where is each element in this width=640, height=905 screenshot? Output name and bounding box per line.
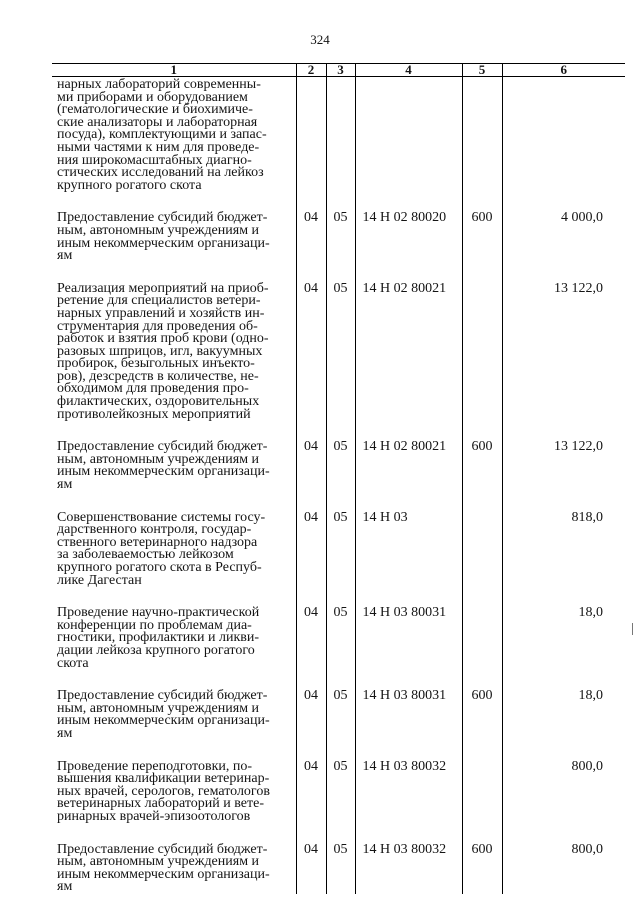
expense-type-cell: 600 — [462, 690, 502, 760]
description-line: филактических, оздоровительных — [57, 394, 260, 410]
table-row — [52, 844, 625, 894]
description-line: дации лейкоза крупного рогатого — [57, 642, 255, 658]
description-line: обходимом для проведения про- — [57, 381, 249, 397]
amount-cell: 18,0 — [502, 607, 625, 690]
section-cell — [296, 77, 326, 213]
table-row — [52, 607, 625, 690]
description-cell — [52, 758, 296, 844]
description-line: крупного рогатого скота — [57, 177, 202, 193]
amount-cell: 13 122,0 — [502, 441, 625, 511]
table-row — [52, 77, 625, 213]
description-line: крупного рогатого скота в Респуб- — [57, 560, 262, 575]
expense-type-cell: 600 — [462, 844, 502, 894]
description-line: за заболеваемостью лейкозом — [57, 547, 234, 563]
header-col-4: 4 — [355, 64, 462, 77]
amount-cell: 800,0 — [502, 761, 625, 844]
description-line: ям — [57, 879, 73, 895]
section-cell: 04 — [296, 761, 326, 844]
amount-cell: 18,0 — [502, 690, 625, 760]
table-row — [52, 512, 625, 608]
section-cell: 04 — [296, 512, 326, 608]
description-line: Предоставление субсидий бюджет- — [57, 688, 268, 704]
target-article-cell — [355, 77, 462, 213]
description-cell — [52, 690, 296, 760]
table-row — [52, 283, 625, 442]
target-article-cell: 14 Н 03 80032 — [355, 761, 462, 844]
description-line: ские анализаторы и лабораторная — [57, 114, 258, 130]
table-header — [52, 64, 625, 77]
header-col-3: 3 — [326, 64, 355, 77]
description-cell — [52, 212, 296, 282]
description-line: работок и взятия проб крови (одно- — [57, 331, 269, 347]
description-line: ным, автономным учреждениям и — [57, 700, 260, 716]
description-line: иным некоммерческим организаци- — [57, 464, 270, 480]
page-number: 324 — [310, 32, 330, 47]
description-cell — [52, 441, 296, 511]
target-article-cell: 14 Н 03 80032 — [355, 844, 462, 894]
expense-type-cell — [462, 761, 502, 844]
header-row — [52, 64, 625, 77]
description-line: стических исследований на лейкоз — [57, 165, 264, 181]
description-line: ственного ветеринарного надзора — [57, 534, 258, 550]
target-article-cell: 14 Н 02 80021 — [355, 283, 462, 442]
description-line: ным, автономным учреждениям и — [57, 854, 260, 870]
section-cell: 04 — [296, 844, 326, 894]
description-line: вышения квалификации ветеринар- — [57, 771, 270, 787]
scan-mark — [632, 623, 633, 635]
description-line: ния широкомасштабных диагно- — [57, 152, 252, 168]
amount-cell: 800,0 — [502, 844, 625, 894]
description-cell — [52, 841, 296, 895]
table-row — [52, 690, 625, 760]
subsection-cell: 05 — [326, 283, 355, 442]
header-col-6: 6 — [502, 64, 625, 77]
description-cell — [52, 77, 296, 213]
description-line: разовых шприцов, игл, вакуумных — [57, 343, 263, 359]
description-line: иным некоммерческим организаци- — [57, 713, 270, 729]
table-row — [52, 761, 625, 844]
description-line: Реализация мероприятий на приоб- — [57, 280, 269, 296]
description-line: ми приборами и оборудованием — [57, 89, 248, 105]
section-cell: 04 — [296, 607, 326, 690]
subsection-cell: 05 — [326, 607, 355, 690]
target-article-cell: 14 Н 02 80020 — [355, 212, 462, 282]
description-line: нарных лабораторий современны- — [57, 77, 261, 92]
section-cell: 04 — [296, 212, 326, 282]
target-article-cell: 14 Н 03 80031 — [355, 607, 462, 690]
description-cell — [52, 607, 296, 690]
subsection-cell: 05 — [326, 212, 355, 282]
description-line: Предоставление субсидий бюджет- — [57, 210, 268, 226]
description-cell — [52, 280, 296, 442]
amount-cell: 13 122,0 — [502, 283, 625, 442]
table-row — [52, 212, 625, 282]
target-article-cell: 14 Н 03 — [355, 512, 462, 608]
description-line: конференции по проблемам диа- — [57, 617, 252, 633]
description-line: нарных управлений и хозяйств ин- — [57, 305, 265, 321]
description-line: ям — [57, 477, 73, 493]
subsection-cell: 05 — [326, 761, 355, 844]
header-col-5: 5 — [462, 64, 502, 77]
description-line: Предоставление субсидий бюджет- — [57, 439, 268, 455]
description-cell — [52, 509, 296, 608]
section-cell: 04 — [296, 441, 326, 511]
expense-type-cell: 600 — [462, 212, 502, 282]
description-line: иным некоммерческим организаци- — [57, 235, 270, 251]
subsection-cell: 05 — [326, 441, 355, 511]
amount-cell — [502, 77, 625, 213]
description-line: дарственного контроля, государ- — [57, 522, 252, 538]
target-article-cell: 14 Н 03 80031 — [355, 690, 462, 760]
description-line: ям — [57, 725, 73, 741]
expense-type-cell — [462, 283, 502, 442]
subsection-cell: 05 — [326, 844, 355, 894]
description-line: ным, автономным учреждениям и — [57, 222, 260, 238]
description-line: иным некоммерческим организаци- — [57, 866, 270, 882]
description-line: ям — [57, 248, 73, 264]
description-line: Совершенствование системы госу- — [57, 509, 266, 525]
description-line: скота — [57, 655, 89, 671]
header-col-2: 2 — [296, 64, 326, 77]
description-line: ров), дезсредств в количестве, не- — [57, 368, 259, 384]
description-line: струментария для проведения об- — [57, 318, 258, 334]
description-line: (гематологические и биохимиче- — [57, 102, 253, 118]
amount-cell: 818,0 — [502, 512, 625, 608]
description-line: ветеринарных лабораторий и вете- — [57, 796, 264, 812]
description-line: Предоставление субсидий бюджет- — [57, 841, 268, 857]
section-cell: 04 — [296, 690, 326, 760]
section-cell: 04 — [296, 283, 326, 442]
description-line: ретение для специалистов ветери- — [57, 293, 261, 309]
subsection-cell: 05 — [326, 512, 355, 608]
budget-table — [52, 63, 625, 894]
description-line: ными частями к ним для проведе- — [57, 139, 260, 155]
description-line: пробирок, безыгольных инъекто- — [57, 356, 255, 372]
description-line: гностики, профилактики и ликви- — [57, 630, 260, 646]
description-line: ных врачей, серологов, гематологов — [57, 783, 270, 799]
target-article-cell: 14 Н 02 80021 — [355, 441, 462, 511]
description-line: Проведение научно-практической — [57, 605, 260, 621]
table-row — [52, 441, 625, 511]
description-line: противолейкозных мероприятий — [57, 406, 251, 422]
expense-type-cell: 600 — [462, 441, 502, 511]
description-line: посуда), комплектующими и запас- — [57, 127, 267, 143]
expense-type-cell — [462, 607, 502, 690]
header-col-1: 1 — [52, 64, 296, 77]
subsection-cell — [326, 77, 355, 213]
amount-cell: 4 000,0 — [502, 212, 625, 282]
expense-type-cell — [462, 77, 502, 213]
description-line: ным, автономным учреждениям и — [57, 451, 260, 467]
subsection-cell: 05 — [326, 690, 355, 760]
expense-type-cell — [462, 512, 502, 608]
description-line: Проведение переподготовки, по- — [57, 758, 253, 774]
description-line: лике Дагестан — [57, 572, 142, 588]
table-body — [52, 77, 625, 894]
description-line: ринарных врачей-эпизоотологов — [57, 808, 251, 824]
